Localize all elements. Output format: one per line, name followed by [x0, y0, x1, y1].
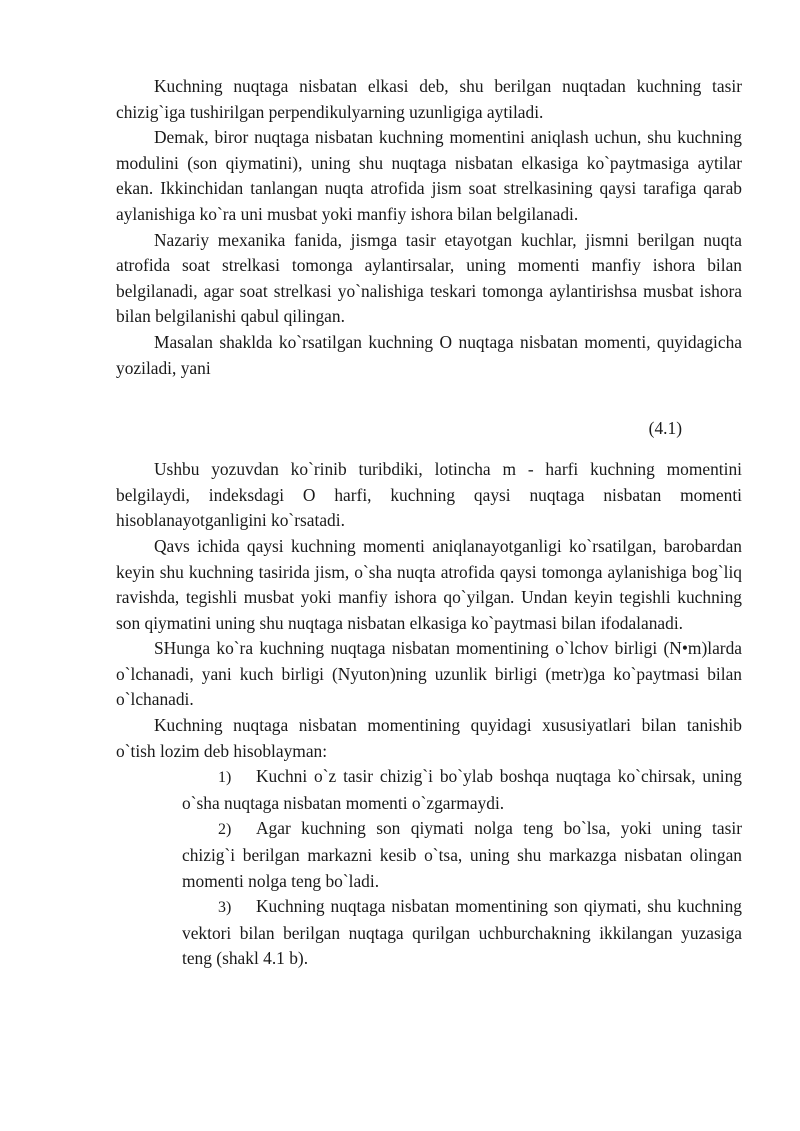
paragraph: Masalan shaklda ko`rsatilgan kuchning O nuqtaga nisbatan momenti, quyidagicha yoziladi, yani [116, 331, 742, 378]
list-item-number: 3) [218, 899, 232, 917]
properties-list [116, 764, 742, 972]
equation-number: (4.1) [648, 418, 682, 439]
paragraph: Demak, biror nuqtaga nisbatan kuchning momentini aniqlash uchun, shu kuchning modulini (son qiymatini), uning shu nuqtaga nisbatan elkasiga ko`paytmasiga aytilar ekan. Ikkinchidan tanlangan nuqta atrofida jism soat strelkasining qaysi tarafiga qarab aylanishiga ko`ra uni musbat yoki manfiy ishora bilan belgilanadi. [116, 127, 742, 224]
paragraph: Nazariy mexanika fanida, jismga tasir etayotgan kuchlar, jismni berilgan nuqta atrofida soat strelkasi tomonga aylantirsalar, uning momenti manfiy ishora bilan belgilanadi, agar soat strelkasi yo`nalishiga teskari tomonga aylantirishsa musbat ishora bilan belgilanishi qabul qilingan. [116, 229, 742, 327]
list-item [182, 816, 742, 894]
equation-block [116, 381, 742, 457]
paragraph: Kuchning nuqtaga nisbatan elkasi deb, shu berilgan nuqtadan kuchning tasir chizig`iga tushirilgan perpendikulyarning uzunligiga aytiladi. [116, 76, 742, 122]
paragraph: Ushbu yozuvdan ko`rinib turibdiki, lotincha m - harfi kuchning momentini belgilaydi, indeksdagi O harfi, kuchning qaysi nuqtaga nisbatan momenti hisoblanayotganligini ko`rsatadi. [116, 459, 742, 531]
list-item-text: Kuchning nuqtaga nisbatan momentining son qiymati, shu kuchning vektori bilan berilgan nuqtaga qurilgan uchburchakning ikkilangan yuzasiga teng (shakl 4.1 b). [182, 896, 742, 969]
paragraph: Kuchning nuqtaga nisbatan momentining quyidagi xususiyatlari bilan tanishib o`tish lozim deb hisoblayman: [116, 715, 742, 761]
paragraph: SHunga ko`ra kuchning nuqtaga nisbatan momentining o`lchov birligi (N•m)larda o`lchanadi, yani kuch birligi (Nyuton)ning uzunlik birligi (metr)ga ko`paytmasi bilan o`lchanadi. [116, 638, 742, 710]
list-item-text: Agar kuchning son qiymati nolga teng bo`lsa, yoki uning tasir chizig`i berilgan markazni kesib o`tsa, uning shu markazga nisbatan olingan momenti nolga teng bo`ladi. [182, 818, 742, 891]
list-item [182, 764, 742, 816]
list-item-number: 1) [218, 769, 232, 787]
document-body [116, 74, 742, 972]
list-item-number: 2) [218, 821, 232, 839]
list-item-text: Kuchni o`z tasir chizig`i bo`ylab boshqa nuqtaga ko`chirsak, uning o`sha nuqtaga nisbatan momenti o`zgarmaydi. [182, 766, 742, 813]
paragraph: Qavs ichida qaysi kuchning momenti aniqlanayotganligi ko`rsatilgan, barobardan keyin shu kuchning tasirida jism, o`sha nuqta atrofida qaysi tomonga aylanishiga bog`liq ravishda, tegishli musbat yoki manfiy ishora qo`yilgan. Undan keyin tegishli kuchning son qiymatini uning shu nuqtaga nisbatan elkasiga ko`paytmasi bilan ifodalanadi. [116, 535, 742, 633]
list-item [182, 894, 742, 972]
